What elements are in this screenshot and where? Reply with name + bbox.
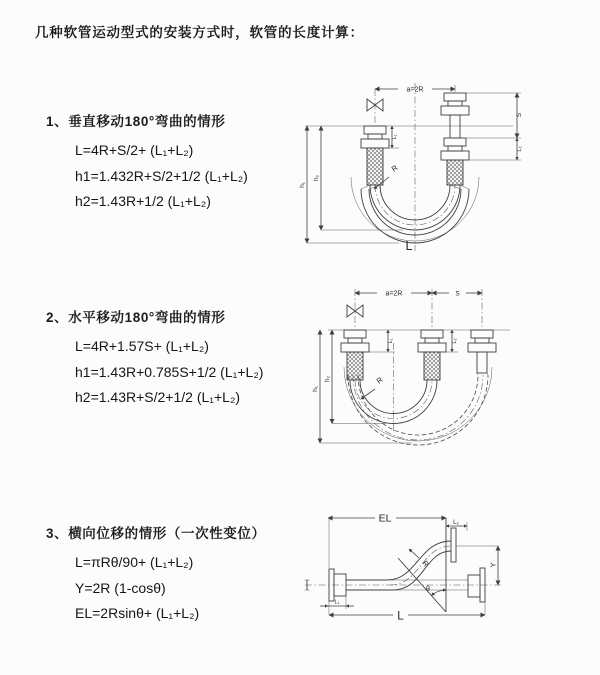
section-2 <box>46 306 311 411</box>
vertical-bend-diagram <box>295 73 570 258</box>
moved-fitting <box>468 330 496 373</box>
radius-label: R <box>389 163 400 174</box>
right-fitting-lower <box>441 138 469 185</box>
angle-label: θ <box>426 586 430 593</box>
formula-y: Y=2R (1-cosθ) <box>75 579 166 596</box>
dimension-l1 <box>320 592 354 609</box>
dimension-l <box>329 601 485 623</box>
dim-label-y: Y <box>488 562 498 568</box>
dim-label-l2: L₂ <box>452 338 458 344</box>
section-3-heading: 3、横向位移的情形（一次性变位） <box>46 526 266 541</box>
top-flange <box>451 528 456 562</box>
section-1-formulas <box>75 138 311 215</box>
dim-label-l2: L₂ <box>517 146 523 152</box>
dimension-s <box>461 93 523 160</box>
radius-label: R <box>374 375 385 386</box>
dim-label-s: S <box>516 112 523 118</box>
dimension-l1 <box>383 126 399 148</box>
formula-h1: h1=1.432R+S/2+1/2 (L₁+L₂) <box>75 167 248 184</box>
formula-length: L=4R+1.57S+ (L₁+L₂) <box>75 338 209 354</box>
section-2-heading: 2、水平移动180°弯曲的情形 <box>46 310 226 325</box>
radius-leader <box>361 375 385 399</box>
dim-label-h2: h₂ <box>324 375 331 383</box>
braided-hose-section <box>424 352 440 380</box>
middle-fitting <box>418 330 446 380</box>
hose-s-curve <box>346 541 451 590</box>
dim-label-l1: L₁ <box>388 338 394 344</box>
formula-el: EL=2Rsinθ+ (L₁+L₂) <box>75 605 200 621</box>
formula-length: L=4R+S/2+ (L₁+L₂) <box>75 142 194 158</box>
length-label: L <box>405 239 413 253</box>
braided-hose-section <box>347 352 363 380</box>
horizontal-bend-diagram <box>300 283 585 453</box>
dim-label-h2: h₂ <box>313 174 320 182</box>
left-fitting <box>341 330 369 380</box>
section-1-heading: 1、垂直移动180°弯曲的情形 <box>46 114 226 129</box>
formula-h1: h1=1.43R+0.785S+1/2 (L₁+L₂) <box>75 363 264 380</box>
dimension-y <box>456 546 498 585</box>
left-fitting <box>361 126 389 185</box>
formula-h2: h2=1.43R+S/2+1/2 (L₁+L₂) <box>75 389 241 405</box>
dimension-l1 <box>363 330 395 352</box>
formula-length: L=πRθ/90+ (L₁+L₂) <box>75 554 194 570</box>
dim-label-l: L <box>397 610 404 623</box>
section-3-formulas <box>75 550 311 627</box>
page-title: 几种软管运动型式的安装方式时，软管的长度计算： <box>35 25 364 40</box>
formula-h2: h2=1.43R+1/2 (L₁+L₂) <box>75 193 211 209</box>
dimension-h2 <box>313 126 403 230</box>
hose-u-bend-moved <box>344 367 492 445</box>
dim-label-s: S <box>455 290 460 298</box>
dim-label-h1: h₁ <box>299 182 306 188</box>
dimension-h1 <box>312 330 412 443</box>
dim-label-a2r: a=2R <box>385 290 403 298</box>
section-3 <box>46 522 311 627</box>
centerlines <box>305 83 513 251</box>
section-2-formulas <box>75 334 311 411</box>
braided-hose-section <box>447 160 463 185</box>
dimension-l2 <box>446 520 467 531</box>
dim-label-l1: L₁ <box>392 134 398 140</box>
dim-label-h1: h₁ <box>312 386 319 392</box>
dimension-h1 <box>299 126 399 243</box>
dimension-top-span <box>355 291 482 298</box>
dimension-top-span <box>375 87 455 94</box>
radius-label: R <box>420 558 431 569</box>
lateral-displacement-diagram <box>295 495 510 640</box>
braided-hose-section <box>367 148 383 185</box>
dim-label-l2: L₂ <box>453 520 459 526</box>
dim-label-l1: L₁ <box>334 599 340 606</box>
dim-label-a2r: a=2R <box>406 86 424 94</box>
right-fitting-upper <box>441 93 469 138</box>
dim-label-el: EL <box>378 512 392 525</box>
section-1 <box>46 110 311 215</box>
